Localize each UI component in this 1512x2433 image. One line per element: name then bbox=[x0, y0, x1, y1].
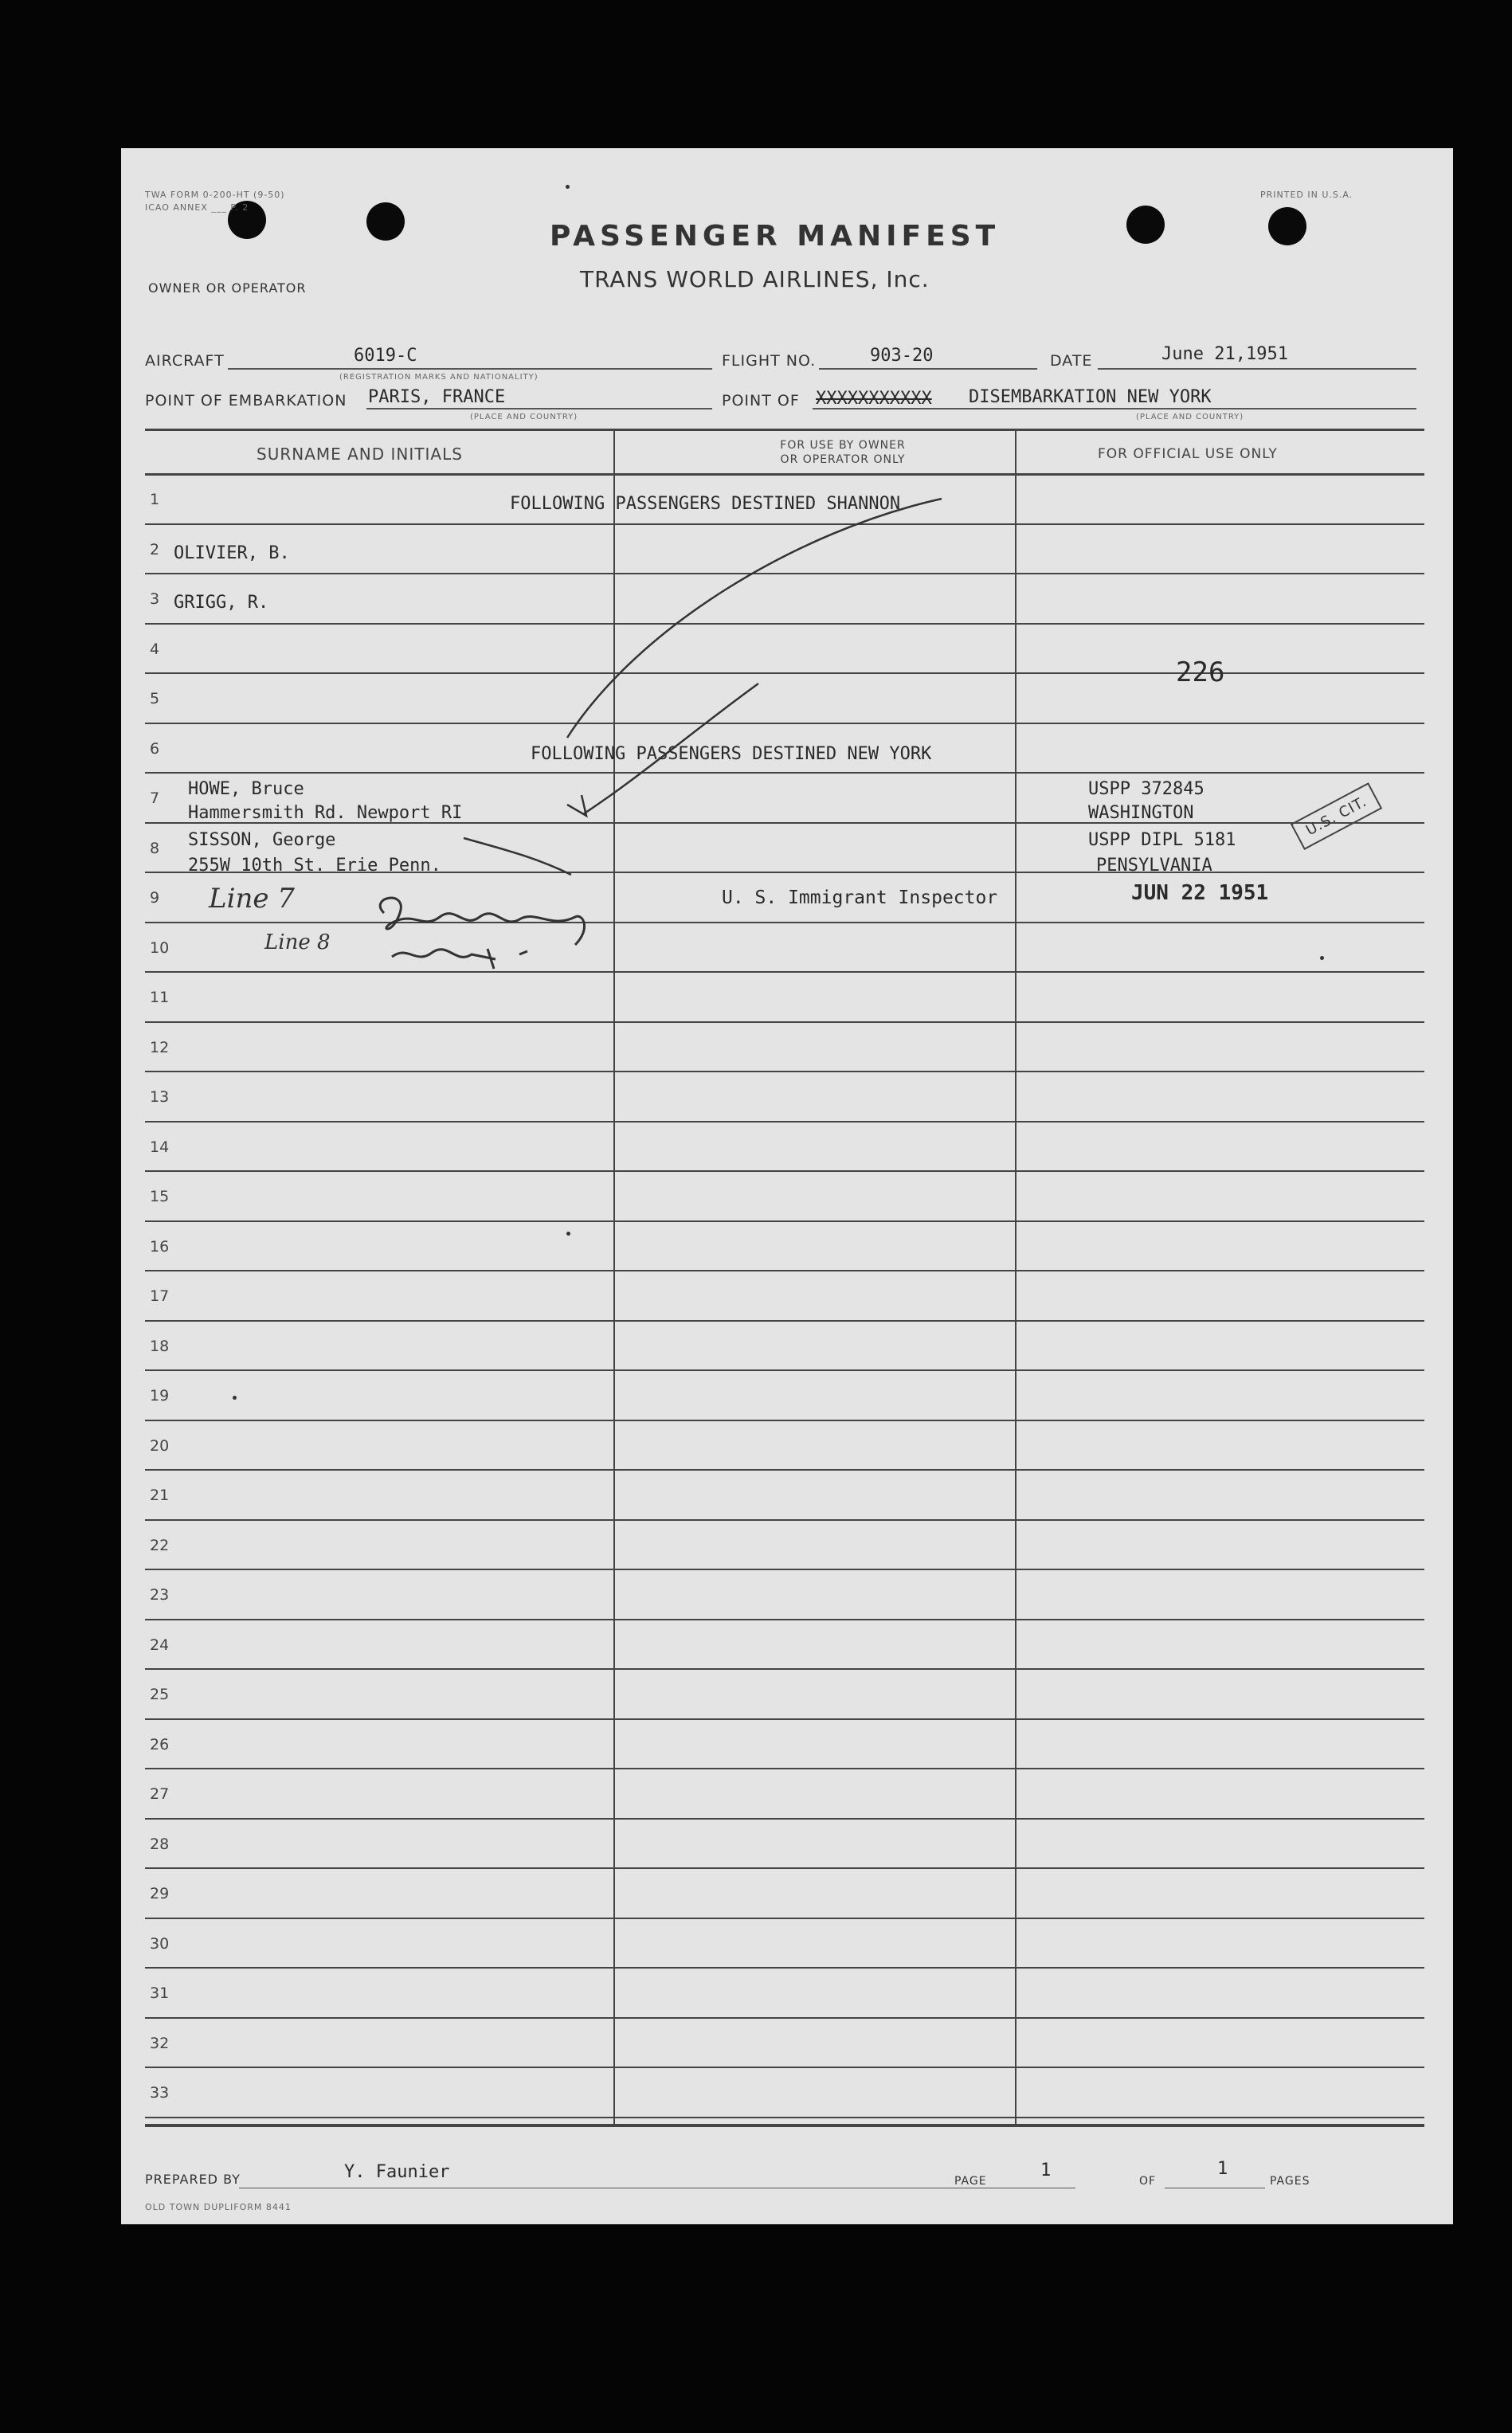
row-number: 33 bbox=[150, 2084, 170, 2102]
row-number: 10 bbox=[150, 938, 170, 957]
date-value: June 21,1951 bbox=[1161, 344, 1288, 364]
pen-strokes bbox=[121, 148, 1453, 2224]
official-row-8-passport: USPP DIPL 5181 bbox=[1088, 830, 1236, 850]
row-number: 11 bbox=[150, 989, 170, 1006]
row-number: 3 bbox=[150, 590, 160, 608]
printed-in: PRINTED IN U.S.A. bbox=[1260, 190, 1353, 200]
page-value: 1 bbox=[1040, 2161, 1052, 2180]
row-number: 19 bbox=[150, 1387, 170, 1405]
passenger-row-7-address: Hammersmith Rd. Newport RI bbox=[188, 803, 463, 823]
official-row-7-passport: USPP 372845 bbox=[1088, 779, 1205, 799]
col-header-owner-use: FOR USE BY OWNER OR OPERATOR ONLY bbox=[780, 439, 906, 466]
row-number: 32 bbox=[150, 2034, 170, 2052]
disembarkation-caption: (PLACE AND COUNTRY) bbox=[1136, 413, 1244, 421]
row-number: 29 bbox=[150, 1885, 170, 1902]
printer-mark: OLD TOWN DUPLIFORM 8441 bbox=[145, 2202, 292, 2212]
col-header-surname: SURNAME AND INITIALS bbox=[257, 445, 463, 464]
embarkation-caption: (PLACE AND COUNTRY) bbox=[470, 413, 578, 421]
pages-label: PAGES bbox=[1270, 2175, 1310, 2188]
row-number: 28 bbox=[150, 1835, 170, 1853]
row-number: 17 bbox=[150, 1287, 170, 1305]
embarkation-value: PARIS, FRANCE bbox=[368, 387, 506, 407]
passenger-row-2: OLIVIER, B. bbox=[174, 543, 290, 563]
row-number: 27 bbox=[150, 1785, 170, 1803]
row-number: 26 bbox=[150, 1735, 170, 1753]
row-number: 30 bbox=[150, 1934, 170, 1953]
disembarkation-value: DISEMBARKATION NEW YORK bbox=[969, 387, 1212, 407]
flight-label: FLIGHT NO. bbox=[722, 352, 817, 370]
disembarkation-label: POINT OF bbox=[722, 392, 800, 409]
col-header-official: FOR OFFICIAL USE ONLY bbox=[1098, 446, 1278, 462]
row-number: 8 bbox=[150, 839, 160, 857]
aircraft-label: AIRCRAFT bbox=[145, 352, 225, 370]
official-row-7-state: WASHINGTON bbox=[1088, 803, 1194, 823]
passenger-row-3: GRIGG, R. bbox=[174, 593, 269, 613]
row-number: 25 bbox=[150, 1686, 170, 1703]
row-number: 2 bbox=[150, 540, 160, 558]
row-number: 20 bbox=[150, 1436, 170, 1455]
handwritten-line-7: Line 7 bbox=[209, 883, 295, 915]
manifest-sheet bbox=[121, 148, 1453, 2224]
passenger-row-7-name: HOWE, Bruce bbox=[188, 779, 304, 799]
passenger-row-8-address: 255W 10th St. Erie Penn. bbox=[188, 856, 441, 876]
aircraft-value: 6019-C bbox=[354, 346, 417, 366]
form-title: PASSENGER MANIFEST bbox=[550, 220, 1001, 253]
newyork-heading: FOLLOWING PASSENGERS DESTINED NEW YORK bbox=[531, 744, 932, 764]
form-annex: ICAO ANNEX ___ P. 2 bbox=[145, 202, 249, 213]
row-number: 4 bbox=[150, 640, 160, 658]
citizen-stamp: U.S. CIT. bbox=[1291, 782, 1383, 850]
row-number: 18 bbox=[150, 1337, 170, 1355]
flight-value: 903-20 bbox=[870, 346, 934, 366]
row-number: 7 bbox=[150, 789, 160, 807]
row-number: 16 bbox=[150, 1237, 170, 1256]
row-number: 21 bbox=[150, 1487, 170, 1504]
disembarkation-struck: XXXXXXXXXXX bbox=[816, 389, 932, 409]
inspector-date-stamp: JUN 22 1951 bbox=[1131, 881, 1269, 905]
owner-label: OWNER OR OPERATOR bbox=[148, 280, 307, 296]
row-number: 24 bbox=[150, 1636, 170, 1654]
passenger-row-8-name: SISSON, George bbox=[188, 830, 336, 850]
row-number: 14 bbox=[150, 1138, 170, 1156]
prepared-label: PREPARED BY bbox=[145, 2172, 241, 2187]
shannon-heading: FOLLOWING PASSENGERS DESTINED SHANNON bbox=[510, 494, 901, 514]
row-number: 9 bbox=[150, 889, 160, 907]
row-number: 13 bbox=[150, 1088, 170, 1106]
row-number: 15 bbox=[150, 1188, 170, 1205]
embarkation-label: POINT OF EMBARKATION bbox=[145, 392, 347, 409]
form-number: TWA FORM 0-200-HT (9-50) bbox=[145, 190, 285, 200]
page-label: PAGE bbox=[954, 2175, 987, 2188]
date-label: DATE bbox=[1050, 352, 1093, 370]
row-number: 31 bbox=[150, 1984, 170, 2002]
official-row-8-state: PENSYLVANIA bbox=[1096, 856, 1212, 876]
of-value: 1 bbox=[1217, 2159, 1228, 2179]
inspector-stamp: U. S. Immigrant Inspector bbox=[722, 887, 998, 908]
row-number: 1 bbox=[150, 491, 160, 508]
row-number: 22 bbox=[150, 1536, 170, 1554]
handwritten-line-8: Line 8 bbox=[264, 930, 331, 954]
row-number: 5 bbox=[150, 690, 160, 707]
official-number: 226 bbox=[1176, 656, 1225, 688]
row-number: 23 bbox=[150, 1586, 170, 1604]
prepared-value: Y. Faunier bbox=[344, 2162, 450, 2182]
row-number: 6 bbox=[150, 739, 160, 758]
aircraft-caption: (REGISTRATION MARKS AND NATIONALITY) bbox=[339, 373, 539, 382]
airline-name: TRANS WORLD AIRLINES, Inc. bbox=[580, 266, 930, 292]
of-label: OF bbox=[1139, 2175, 1157, 2188]
row-number: 12 bbox=[150, 1038, 170, 1056]
